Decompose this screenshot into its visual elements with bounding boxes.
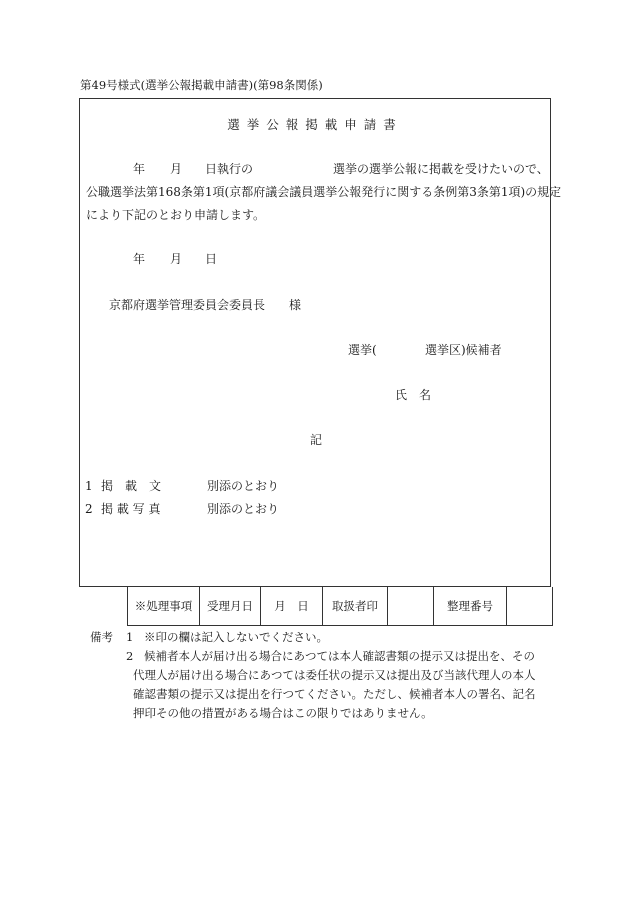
note-2-line-2: 代理人が届け出る場合にあつては委任状の提示又は提出及び当該代理人の本人 xyxy=(133,668,536,682)
processing-matters-cell: ※処理事項 xyxy=(134,599,193,613)
note-2-line-1: 候補者本人が届け出る場合にあつては本人確認書類の提示又は提出を、その xyxy=(144,649,535,663)
note-2-number: 2 xyxy=(126,649,134,663)
form-title: 選挙公報掲載申請書 xyxy=(227,117,403,132)
notes-label: 備考 xyxy=(90,630,113,644)
date-day: 日 xyxy=(205,252,218,266)
received-date-label-cell: 受理月日 xyxy=(199,587,260,625)
date-month: 月 xyxy=(170,252,183,266)
item-1-label: 掲 載 文 xyxy=(101,479,162,493)
registration-number-blank-cell xyxy=(506,587,552,625)
intro-line2: 公職選挙法第168条第1項(京都府議会議員選挙公報発行に関する条例第3条第1項)の規定 xyxy=(86,185,562,199)
month-day-cell: 月 日 xyxy=(260,587,322,625)
item-2-number: 2 xyxy=(85,502,93,516)
candidate-district: 選挙区)候補者 xyxy=(425,343,502,357)
intro-line3: により下記のとおり申請します。 xyxy=(86,208,266,222)
intro-year: 年 xyxy=(133,162,146,176)
handler-seal-blank-cell xyxy=(387,587,433,625)
intro-month: 月 xyxy=(170,162,183,176)
note-1-number: 1 xyxy=(126,630,134,644)
item-2-label: 掲 載 写 真 xyxy=(101,502,161,516)
intro-day-executed: 日執行の xyxy=(205,162,254,176)
note-2-line-3: 確認書類の提示又は提出を行つてください。ただし、候補者本人の署名、記名 xyxy=(133,687,536,701)
item-2-value: 別添のとおり xyxy=(207,502,280,516)
handler-seal-label-cell: 取扱者印 xyxy=(322,587,387,625)
candidate-election: 選挙( xyxy=(348,343,377,357)
item-1-value: 別添のとおり xyxy=(207,479,280,493)
processing-table xyxy=(127,587,553,626)
note-1-text: ※印の欄は記入しないでください。 xyxy=(144,630,328,644)
intro-line1-rest: 選挙の選挙公報に掲載を受けたいので、 xyxy=(333,162,549,176)
ki-heading: 記 xyxy=(310,433,323,447)
form-caption: 第49号様式(選挙公報掲載申請書)(第98条関係) xyxy=(80,78,323,92)
addressee: 京都府選挙管理委員会委員長 様 xyxy=(109,298,302,312)
candidate-name-label: 氏 名 xyxy=(395,388,432,402)
date-year: 年 xyxy=(133,252,146,266)
item-1-number: 1 xyxy=(85,479,93,493)
registration-number-label-cell: 整理番号 xyxy=(433,587,506,625)
note-2-line-4: 押印その他の措置がある場合はこの限りではありません。 xyxy=(133,706,433,720)
